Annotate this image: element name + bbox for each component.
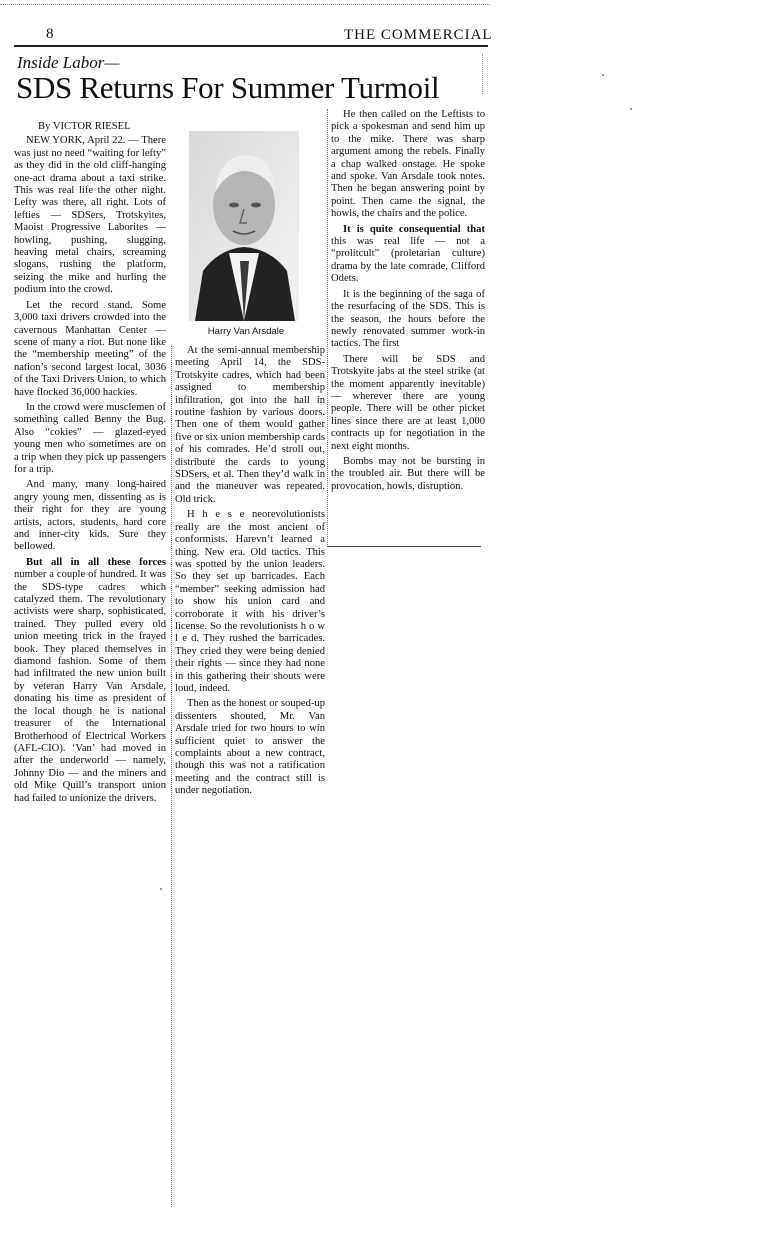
column-1 bbox=[14, 121, 166, 804]
end-rule bbox=[327, 546, 481, 547]
paragraph: In the crowd were musclemen of something called Benny the Bug. Also “cokies” — glazed-eyed young men who sometimes are on a trip when they pick up passengers for a trip. bbox=[14, 401, 166, 475]
lead-in: But all in all these forces bbox=[26, 556, 166, 568]
photo-caption: Harry Van Arsdale bbox=[207, 326, 285, 337]
paragraph: It is the beginning of the saga of the resurfacing of the SDS. This is the season, the hours before the newly renovated summer work-in tactics. The first bbox=[331, 288, 485, 350]
paragraph: There will be SDS and Trotskyite jabs at the steel strike (at the moment apparently inevitable) — wherever there are young people. There will be other picket lines since there are at least 1,000 contracts up for negotiation in the next eight months. bbox=[331, 353, 485, 452]
headline: SDS Returns For Summer Turmoil bbox=[16, 70, 440, 105]
paragraph: H h e s e neorevolutionists really are the most ancient of conformists. Harevn’t learned a thing. New era. Old tactics. This was spotted by the union leaders. So they set up barricades. Each “member” seeking admission had to show his union card and corroborate it with his driver’s license. So the revolutionists h o w l e d. They rushed the barricades. They cried they were being denied their rights — since they had none in this gathering their shouts were loud, indeed. bbox=[175, 509, 325, 694]
scan-speck bbox=[602, 74, 604, 76]
paragraph: At the semi-annual membership meeting April 14, the SDS-Trotskyite cadres, which had been assigned to membership infiltration, got into the hall in routine fashion by various doors. Then one of them would gather five or six union membership cards of his comrades. He’d stroll out, distribute the cards to young SDSers, et al. Then they’d walk in and the maneuver was repeated. Old trick. bbox=[175, 345, 325, 505]
lead-in: It is quite consequential that bbox=[343, 223, 485, 235]
byline: By VICTOR RIESEL bbox=[38, 121, 131, 132]
portrait-photo bbox=[189, 131, 299, 321]
column-2 bbox=[171, 345, 325, 1207]
paragraph: Let the record stand. Some 3,000 taxi drivers crowded into the cavernous Manhattan Center — scene of many a riot. But none like the “membership meeting” of the nation’s second largest local, 3036 of the Taxi Drivers Union, to which have flocked 36,000 hackies. bbox=[14, 299, 166, 398]
paragraph: NEW YORK, April 22. — There was just no need “waiting for lefty” as they did in the old cliff-hanging one-act drama about a taxi strike. This was real life the other night. Lefty was there, all right. Lots of lefties — SDSers, Trotskyites, Maoist Progressive Laborites — howling, pushing, slugging, heaving metal chairs, screaming slogans, rushing the platform, seizing the mike and hurling the podium into the crowd. bbox=[14, 135, 166, 296]
paragraph: But all in all these forces number a couple of hundred. It was the SDS-type cadres which catalyzed them. The revolutionary activists were sharp, sophisticated, trained. They pulled every old union meeting trick in the frayed book. They placed themselves in diamond fashion. Some of them had infiltrated the new union built by veteran Harry Van Arsdale, donating his time as president of the local though he is national treasurer of the International Brotherhood of Electrical Workers (AFL-CIO). ‘Van’ had moved in after the underworld — namely, Johnny Dio — and the miners and old Mike Quill’s transport union had failed to unionize the drivers. bbox=[14, 556, 166, 804]
kicker: Inside Labor— bbox=[17, 53, 120, 72]
paragraph: Bombs may not be bursting in the troubled air. But there will be provocation, howls, disruption. bbox=[331, 455, 485, 492]
paragraph: Then as the honest or souped-up dissenters shouted, Mr. Van Arsdale tried for two hours to win sufficient quiet to answer the complaints about a new contract, though this was not a ratification meeting and the contract still is under negotiation. bbox=[175, 698, 325, 797]
publication-name: THE COMMERCIAL bbox=[344, 27, 493, 43]
paragraph: He then called on the Leftists to pick a spokesman and send him up to the mike. There was sharp argument among the rebels. Finally a chap walked onstage. He spoke and spoke. Van Arsdale took notes. Then he began answering point by point. Then came the signal, the howls, the chairs and the police. bbox=[331, 109, 485, 220]
paragraph: It is quite consequential that this was real life — not a “prolitcult” (proletarian culture) drama by the late comrade, Clifford Odets. bbox=[331, 223, 485, 285]
column-3 bbox=[327, 109, 485, 545]
top-dotted-rule bbox=[0, 4, 490, 5]
masthead-rule bbox=[14, 45, 488, 47]
margin-mark bbox=[482, 54, 483, 94]
scan-speck bbox=[630, 108, 632, 110]
page-number: 8 bbox=[46, 26, 54, 42]
scan-speck bbox=[160, 888, 162, 890]
paragraph: And many, many long-haired angry young men, dissenting as is their right for they are young artists, actors, students, hard core and inner-city kids. Sure they bellowed. bbox=[14, 479, 166, 553]
